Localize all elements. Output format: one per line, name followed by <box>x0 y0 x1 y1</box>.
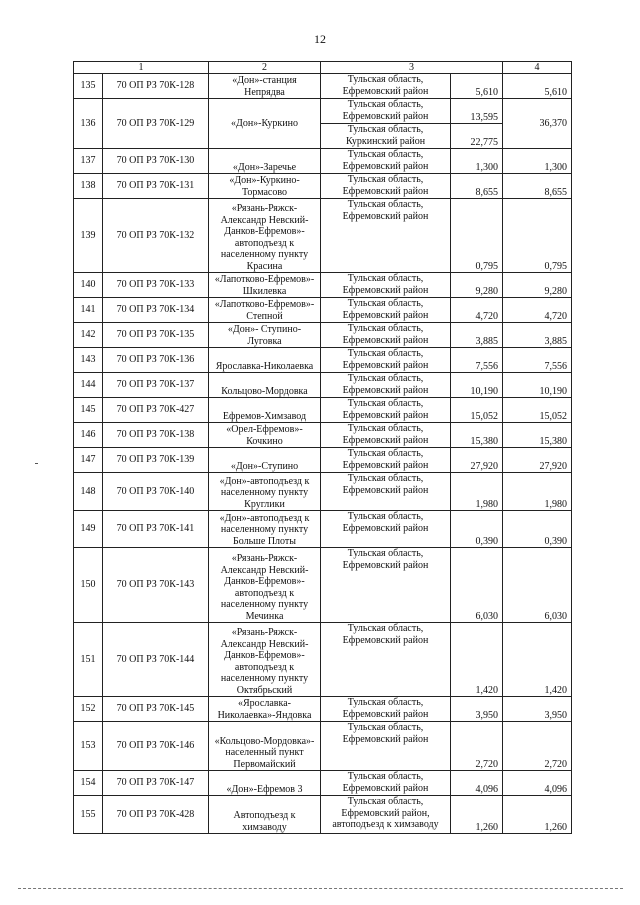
road-name: «Орел-Ефремов»-Кочкино <box>209 423 321 448</box>
road-code: 70 ОП РЗ 70К-131 <box>103 174 209 199</box>
total-length: 1,420 <box>503 623 572 697</box>
table-row <box>74 697 572 722</box>
table-row <box>74 623 572 697</box>
road-location: Тульская область, Ефремовский район <box>321 473 451 511</box>
road-name: «Дон»- Ступино-Луговка <box>209 323 321 348</box>
section-length: 4,720 <box>451 298 503 323</box>
total-length: 4,096 <box>503 771 572 796</box>
row-number: 149 <box>74 511 103 548</box>
section-length: 15,052 <box>451 398 503 423</box>
row-number: 138 <box>74 174 103 199</box>
row-number: 147 <box>74 448 103 473</box>
row-number: 144 <box>74 373 103 398</box>
section-length: 8,655 <box>451 174 503 199</box>
section-length: 0,390 <box>451 511 503 548</box>
table-row <box>74 423 572 448</box>
header-row <box>74 62 572 74</box>
table-row <box>74 74 572 99</box>
header-col-3: 3 <box>321 62 503 74</box>
road-name: «Дон»-автоподъезд к населенному пункту Круглики <box>209 473 321 511</box>
row-number: 150 <box>74 548 103 623</box>
row-number: 148 <box>74 473 103 511</box>
road-code: 70 ОП РЗ 70К-141 <box>103 511 209 548</box>
road-code: 70 ОП РЗ 70К-134 <box>103 298 209 323</box>
total-length: 0,795 <box>503 199 572 273</box>
section-length: 4,096 <box>451 771 503 796</box>
table-row <box>74 796 572 834</box>
table-row <box>74 323 572 348</box>
road-code: 70 ОП РЗ 70К-132 <box>103 199 209 273</box>
road-location: Тульская область, Ефремовский район <box>321 373 451 398</box>
total-length: 1,260 <box>503 796 572 834</box>
road-code: 70 ОП РЗ 70К-140 <box>103 473 209 511</box>
road-code: 70 ОП РЗ 70К-143 <box>103 548 209 623</box>
road-location: Тульская область, Ефремовский район <box>321 348 451 373</box>
table-row <box>74 373 572 398</box>
row-number: 151 <box>74 623 103 697</box>
total-length: 4,720 <box>503 298 572 323</box>
road-code: 70 ОП РЗ 70К-428 <box>103 796 209 834</box>
total-length: 8,655 <box>503 174 572 199</box>
road-name: «Ярославка-Николаевка»-Яндовка <box>209 697 321 722</box>
road-name: «Дон»-автоподъезд к населенному пункту Больше Плоты <box>209 511 321 548</box>
road-code: 70 ОП РЗ 70К-147 <box>103 771 209 796</box>
margin-mark <box>35 463 38 464</box>
section-length: 7,556 <box>451 348 503 373</box>
section-length: 5,610 <box>451 74 503 99</box>
road-location: Тульская область, Ефремовский район <box>321 511 451 548</box>
scan-edge-line <box>18 888 623 890</box>
header-col-2: 2 <box>209 62 321 74</box>
total-length: 36,370 <box>503 99 572 149</box>
table-row <box>74 174 572 199</box>
total-length: 15,052 <box>503 398 572 423</box>
section-length: 3,950 <box>451 697 503 722</box>
road-location: Тульская область, Ефремовский район <box>321 722 451 771</box>
section-length: 13,595 <box>451 99 503 124</box>
road-name: «Дон»-станция Непрядва <box>209 74 321 99</box>
row-number: 137 <box>74 149 103 174</box>
road-location: Тульская область, Ефремовский район <box>321 99 451 124</box>
road-name: «Дон»-Ступино <box>209 448 321 473</box>
road-location: Тульская область, Ефремовский район <box>321 771 451 796</box>
table-row <box>74 722 572 771</box>
total-length: 3,950 <box>503 697 572 722</box>
road-code: 70 ОП РЗ 70К-138 <box>103 423 209 448</box>
total-length: 3,885 <box>503 323 572 348</box>
road-name: «Дон»-Заречье <box>209 149 321 174</box>
section-length: 6,030 <box>451 548 503 623</box>
road-code: 70 ОП РЗ 70К-137 <box>103 373 209 398</box>
road-location: Тульская область, Ефремовский район <box>321 174 451 199</box>
road-location: Тульская область, Ефремовский район <box>321 149 451 174</box>
road-location: Тульская область, Ефремовский район <box>321 623 451 697</box>
road-code: 70 ОП РЗ 70К-130 <box>103 149 209 174</box>
road-name: «Дон»-Куркино <box>209 99 321 149</box>
road-name: Ефремов-Химзавод <box>209 398 321 423</box>
road-name: Кольцово-Мордовка <box>209 373 321 398</box>
section-length: 2,720 <box>451 722 503 771</box>
road-location: Тульская область, Ефремовский район <box>321 697 451 722</box>
road-code: 70 ОП РЗ 70К-135 <box>103 323 209 348</box>
table-row <box>74 273 572 298</box>
road-name: «Дон»-Куркино-Тормасово <box>209 174 321 199</box>
section-length: 9,280 <box>451 273 503 298</box>
road-code: 70 ОП РЗ 70К-129 <box>103 99 209 149</box>
row-number: 139 <box>74 199 103 273</box>
row-number: 136 <box>74 99 103 149</box>
total-length: 0,390 <box>503 511 572 548</box>
total-length: 10,190 <box>503 373 572 398</box>
road-location: Тульская область, Ефремовский район <box>321 298 451 323</box>
row-number: 154 <box>74 771 103 796</box>
row-number: 155 <box>74 796 103 834</box>
road-location: Тульская область, Ефремовский район <box>321 423 451 448</box>
road-name: «Рязань-Ряжск-Александр Невский-Данков-Ефремов»-автоподъезд к населенному пункту Мечинка <box>209 548 321 623</box>
table-row <box>74 99 572 124</box>
row-number: 142 <box>74 323 103 348</box>
total-length: 2,720 <box>503 722 572 771</box>
road-name: «Рязань-Ряжск-Александр Невский-Данков-Ефремов»-автоподъезд к населенному пункту Октябрьский <box>209 623 321 697</box>
road-location: Тульская область, Ефремовский район, автоподъезд к химзаводу <box>321 796 451 834</box>
road-code: 70 ОП РЗ 70К-146 <box>103 722 209 771</box>
road-name: «Рязань-Ряжск-Александр Невский-Данков-Ефремов»-автоподъезд к населенному пункту Красина <box>209 199 321 273</box>
road-name: «Кольцово-Мордовка»-населенный пункт Первомайский <box>209 722 321 771</box>
road-code: 70 ОП РЗ 70К-144 <box>103 623 209 697</box>
total-length: 7,556 <box>503 348 572 373</box>
section-length: 0,795 <box>451 199 503 273</box>
table-row <box>74 448 572 473</box>
table-row <box>74 771 572 796</box>
section-length: 22,775 <box>451 124 503 149</box>
row-number: 143 <box>74 348 103 373</box>
road-code: 70 ОП РЗ 70К-145 <box>103 697 209 722</box>
header-col-4: 4 <box>503 62 572 74</box>
road-register-table <box>73 61 572 834</box>
road-name: «Дон»-Ефремов 3 <box>209 771 321 796</box>
road-code: 70 ОП РЗ 70К-136 <box>103 348 209 373</box>
table-row <box>74 348 572 373</box>
road-location: Тульская область, Ефремовский район <box>321 323 451 348</box>
road-location: Тульская область, Ефремовский район <box>321 199 451 273</box>
road-code: 70 ОП РЗ 70К-128 <box>103 74 209 99</box>
table-row <box>74 548 572 623</box>
total-length: 1,980 <box>503 473 572 511</box>
table-row <box>74 398 572 423</box>
section-length: 10,190 <box>451 373 503 398</box>
total-length: 6,030 <box>503 548 572 623</box>
road-name: «Лапотково-Ефремов»-Степной <box>209 298 321 323</box>
row-number: 145 <box>74 398 103 423</box>
section-length: 15,380 <box>451 423 503 448</box>
road-location: Тульская область, Куркинский район <box>321 124 451 149</box>
row-number: 152 <box>74 697 103 722</box>
section-length: 1,300 <box>451 149 503 174</box>
page-number: 12 <box>314 32 326 46</box>
row-number: 140 <box>74 273 103 298</box>
road-code: 70 ОП РЗ 70К-133 <box>103 273 209 298</box>
section-length: 3,885 <box>451 323 503 348</box>
total-length: 27,920 <box>503 448 572 473</box>
road-location: Тульская область, Ефремовский район <box>321 548 451 623</box>
row-number: 135 <box>74 74 103 99</box>
road-location: Тульская область, Ефремовский район <box>321 448 451 473</box>
total-length: 15,380 <box>503 423 572 448</box>
section-length: 1,420 <box>451 623 503 697</box>
total-length: 1,300 <box>503 149 572 174</box>
road-name: Автоподъезд к химзаводу <box>209 796 321 834</box>
table-row <box>74 473 572 511</box>
table-row <box>74 149 572 174</box>
row-number: 153 <box>74 722 103 771</box>
section-length: 1,260 <box>451 796 503 834</box>
row-number: 146 <box>74 423 103 448</box>
section-length: 27,920 <box>451 448 503 473</box>
header-col-1: 1 <box>74 62 209 74</box>
total-length: 9,280 <box>503 273 572 298</box>
road-location: Тульская область, Ефремовский район <box>321 273 451 298</box>
total-length: 5,610 <box>503 74 572 99</box>
table-row <box>74 511 572 548</box>
road-name: «Лапотково-Ефремов»-Шкилевка <box>209 273 321 298</box>
road-code: 70 ОП РЗ 70К-139 <box>103 448 209 473</box>
road-location: Тульская область, Ефремовский район <box>321 74 451 99</box>
road-location: Тульская область, Ефремовский район <box>321 398 451 423</box>
road-name: Ярославка-Николаевка <box>209 348 321 373</box>
table-row <box>74 199 572 273</box>
row-number: 141 <box>74 298 103 323</box>
road-code: 70 ОП РЗ 70К-427 <box>103 398 209 423</box>
table-row <box>74 298 572 323</box>
section-length: 1,980 <box>451 473 503 511</box>
